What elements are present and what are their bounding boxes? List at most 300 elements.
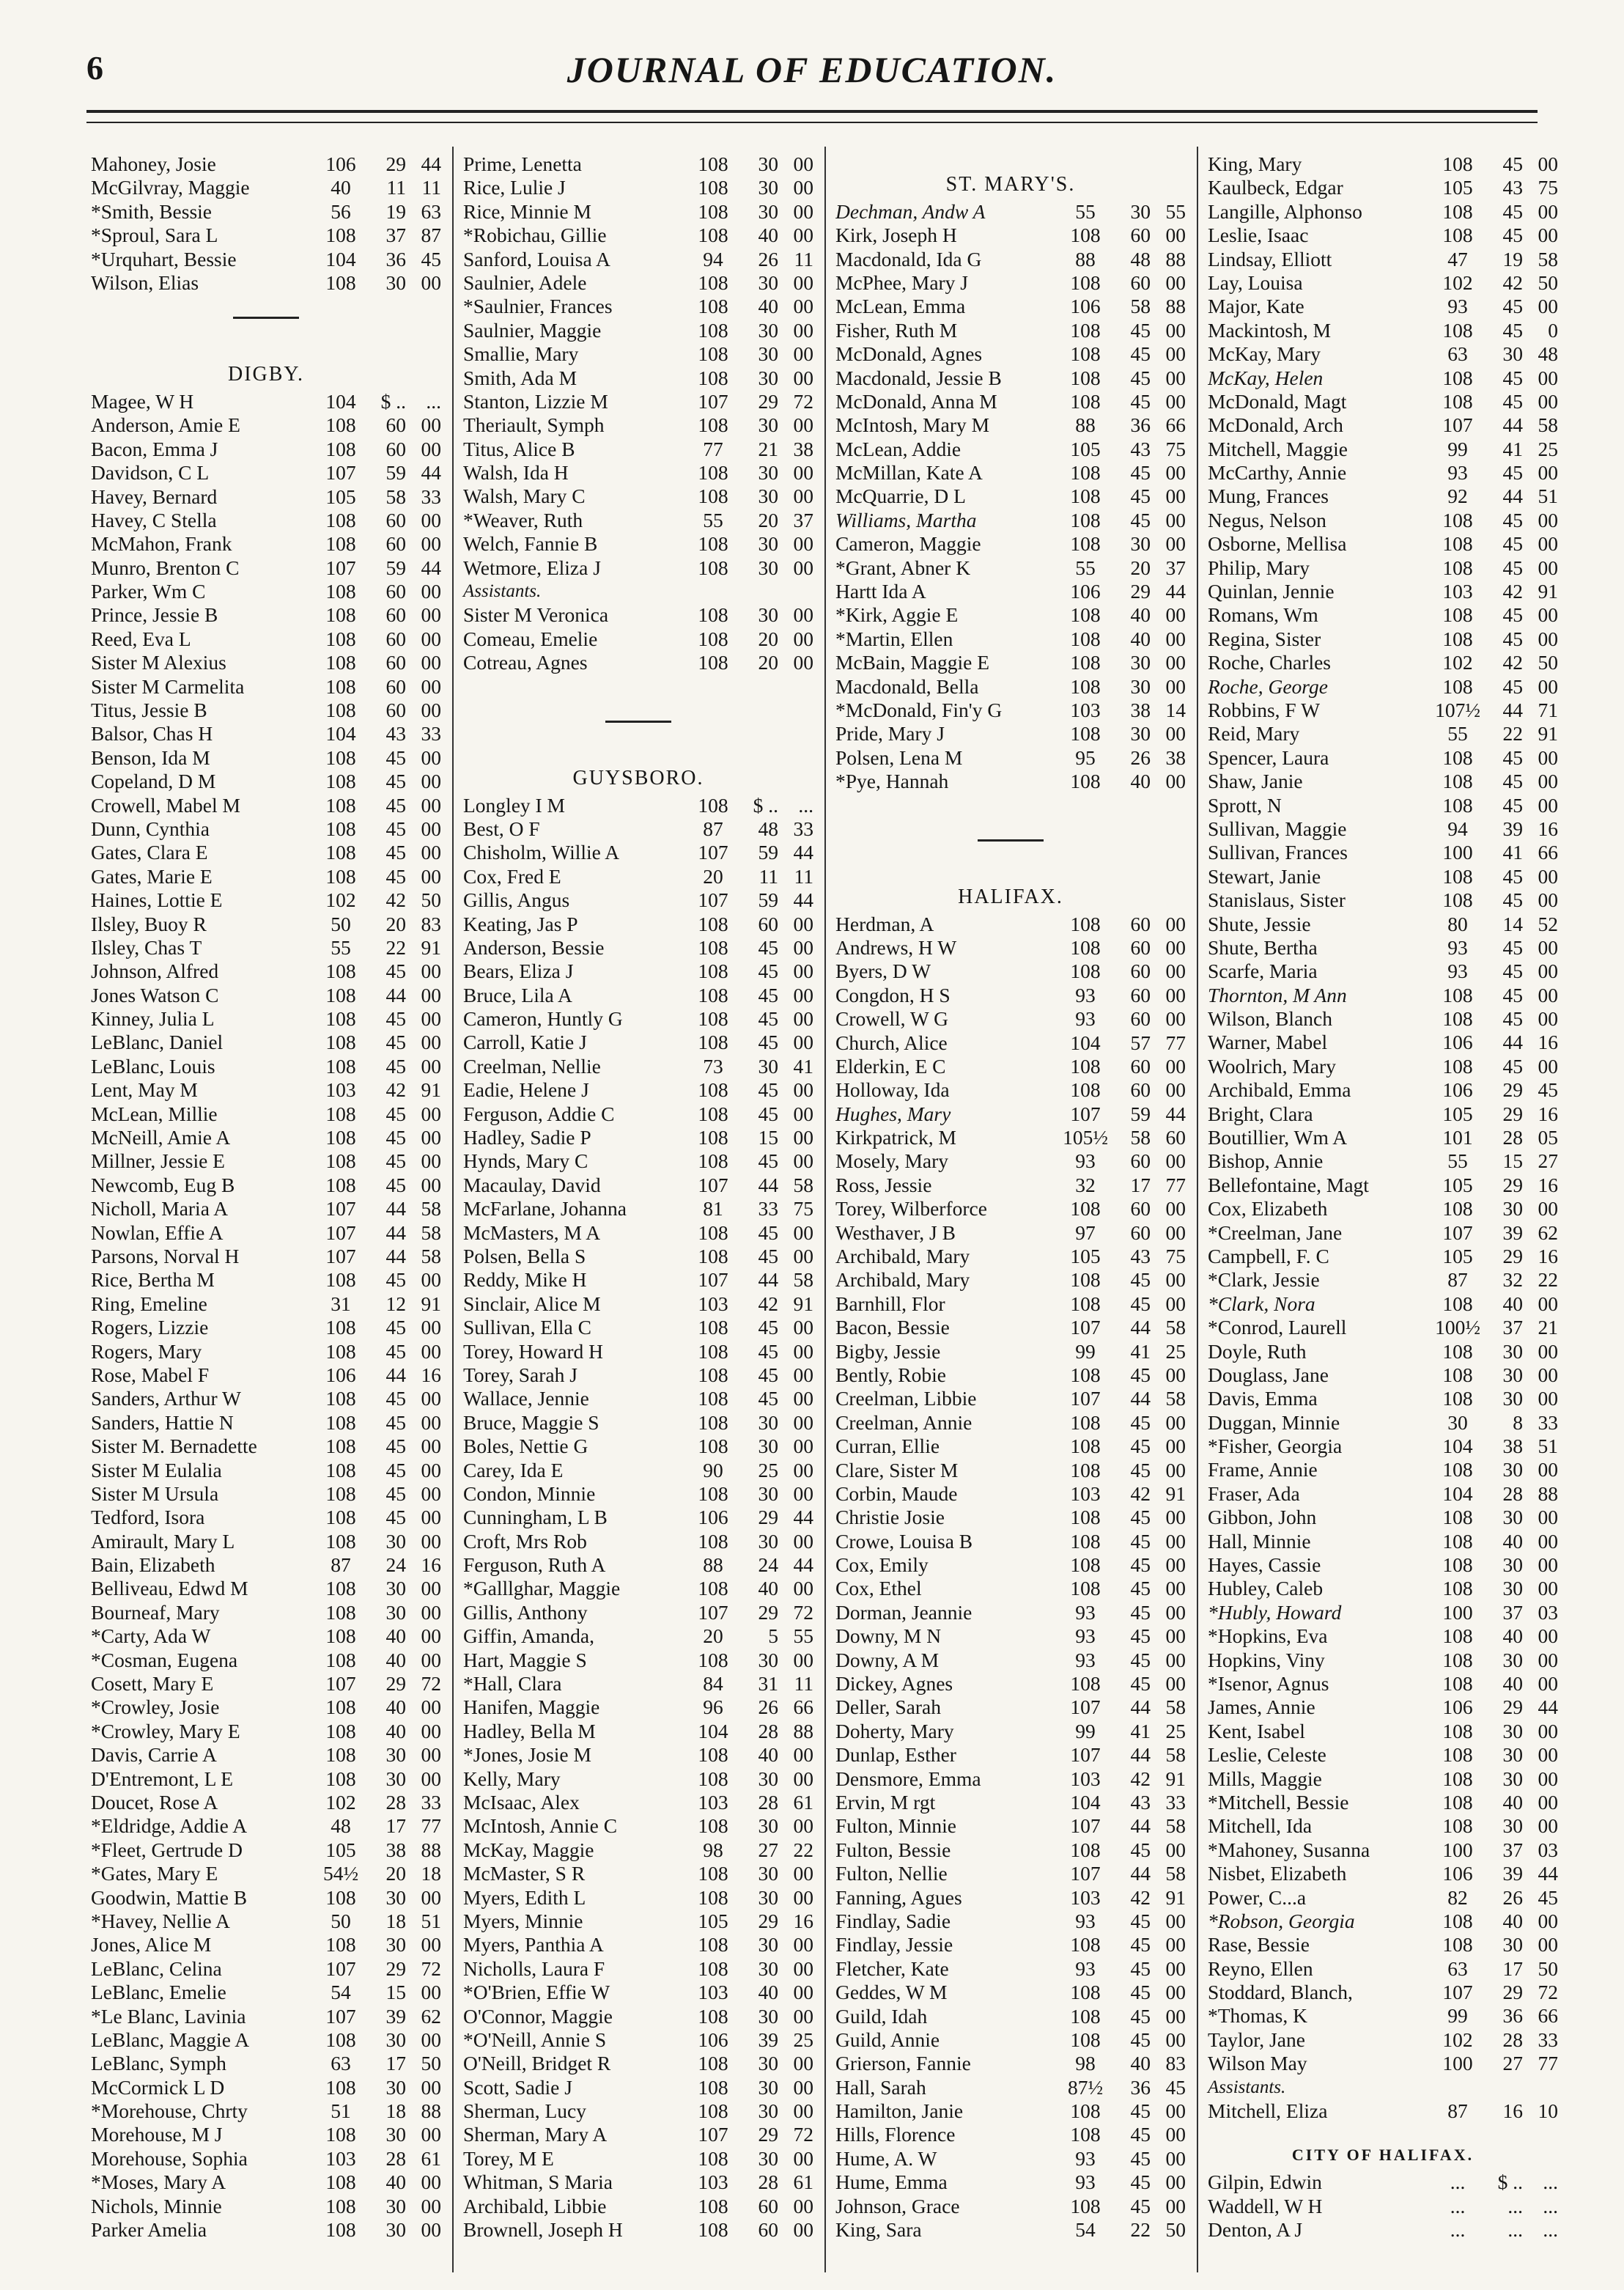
grant-cents: 00 <box>1165 1600 1186 1624</box>
days-taught: 102 <box>1442 270 1473 294</box>
teacher-row <box>91 1387 441 1410</box>
teacher-row <box>91 413 441 437</box>
grant-dollars: 45 <box>758 1221 778 1244</box>
teacher-row <box>1208 509 1558 532</box>
grant-cents: 0 <box>1548 318 1558 342</box>
teacher-name: Mahoney, Josie <box>91 152 216 175</box>
teacher-name: Walsh, Mary C <box>463 485 586 508</box>
days-taught: 108 <box>1442 1458 1473 1481</box>
teacher-row <box>1208 984 1558 1007</box>
days-taught: 108 <box>325 627 356 650</box>
days-taught: 108 <box>325 1529 356 1553</box>
grant-cents: 00 <box>1538 1719 1558 1742</box>
grant-dollars: 44 <box>1130 1696 1151 1719</box>
grant-cents: 00 <box>1165 270 1186 294</box>
teacher-row <box>835 1506 1186 1529</box>
teacher-name: Ervin, M rgt <box>835 1791 936 1814</box>
grant-cents: 00 <box>1165 2171 1186 2194</box>
grant-dollars: 43 <box>1130 1791 1151 1814</box>
teacher-name: Archibald, Emma <box>1208 1078 1351 1102</box>
grant-dollars: 15 <box>758 1126 778 1149</box>
days-taught: 100½ <box>1435 1316 1480 1339</box>
teacher-row <box>835 1221 1186 1245</box>
teacher-name: Grierson, Fannie <box>835 2052 971 2075</box>
days-taught: 108 <box>698 1410 728 1434</box>
grant-cents: 25 <box>1165 1719 1186 1742</box>
teacher-name: LeBlanc, Symph <box>91 2052 226 2075</box>
teacher-name: Power, C...a <box>1208 1885 1307 1909</box>
teacher-row <box>463 367 813 390</box>
grant-dollars: 29 <box>1502 1173 1523 1196</box>
grant-cents: ... <box>426 389 441 413</box>
teacher-name: Macdonald, Ida G <box>835 247 982 270</box>
days-taught: 108 <box>325 1481 356 1505</box>
days-taught: 108 <box>698 627 728 650</box>
teacher-row <box>463 1126 813 1149</box>
teacher-name: Jones Watson C <box>91 983 219 1006</box>
teacher-row <box>1208 1055 1558 1078</box>
grant-dollars: 45 <box>1130 1600 1151 1624</box>
county-heading: DIGBY. <box>227 363 305 386</box>
grant-dollars: 16 <box>1502 2099 1523 2123</box>
teacher-name: Hume, A. W <box>835 2146 937 2170</box>
teacher-name: Williams, Martha <box>835 508 977 531</box>
teacher-name: *Havey, Nellie A <box>91 1909 230 1932</box>
grant-cents: 00 <box>1538 389 1558 413</box>
days-taught: 97 <box>1075 1221 1096 1244</box>
teacher-row <box>463 1031 813 1054</box>
grant-cents: 00 <box>421 770 441 793</box>
teacher-name: Johnson, Grace <box>835 2194 960 2217</box>
teacher-name: Scott, Sadie J <box>463 2075 572 2099</box>
grant-dollars: 39 <box>1502 817 1523 840</box>
days-taught: 32 <box>1075 1173 1096 1196</box>
grant-dollars: 30 <box>1502 1648 1523 1671</box>
grant-cents: 00 <box>421 1577 441 1600</box>
days-taught: 108 <box>325 1458 356 1481</box>
teacher-name: Ring, Emeline <box>91 1292 207 1315</box>
grant-dollars: 45 <box>1502 389 1523 413</box>
days-taught: 63 <box>1447 342 1468 366</box>
teacher-row <box>835 509 1186 532</box>
days-taught: 108 <box>698 1767 728 1790</box>
teacher-row <box>835 556 1186 580</box>
grant-dollars: 45 <box>1130 366 1151 389</box>
teacher-name: Corbin, Maude <box>835 1481 958 1505</box>
grant-dollars: 30 <box>758 2146 778 2170</box>
grant-cents: 58 <box>1538 413 1558 437</box>
teacher-row <box>463 342 813 366</box>
teacher-row <box>463 2028 813 2052</box>
grant-cents: 00 <box>1165 1197 1186 1221</box>
days-taught: 40 <box>331 176 351 199</box>
teacher-name: Hall, Minnie <box>1208 1529 1311 1553</box>
grant-cents: ... <box>1543 2218 1558 2241</box>
teacher-row <box>835 342 1186 366</box>
grant-dollars: 30 <box>758 342 778 366</box>
days-taught: 100 <box>1442 2052 1473 2075</box>
grant-dollars: 45 <box>1130 1529 1151 1553</box>
grant-dollars: 40 <box>1130 770 1151 793</box>
teacher-row <box>91 224 441 247</box>
teacher-row <box>91 438 441 461</box>
days-taught: 108 <box>325 2075 356 2099</box>
grant-cents: 00 <box>421 2123 441 2146</box>
grant-cents: 00 <box>793 1435 813 1458</box>
grant-dollars: 48 <box>1130 247 1151 270</box>
grant-cents: 00 <box>1165 1292 1186 1315</box>
days-taught: 108 <box>325 841 356 864</box>
grant-cents: 14 <box>1165 699 1186 721</box>
grant-dollars: 30 <box>1502 1339 1523 1363</box>
days-taught: 108 <box>1442 627 1473 650</box>
days-taught: 87½ <box>1067 2075 1104 2099</box>
teacher-row <box>91 580 441 603</box>
days-taught: 80 <box>1447 912 1468 935</box>
grant-dollars: 36 <box>385 247 406 270</box>
days-taught: 107 <box>698 1600 728 1624</box>
days-taught: 99 <box>1075 1339 1096 1363</box>
grant-cents: 00 <box>1538 935 1558 959</box>
grant-dollars: 45 <box>385 1126 406 1149</box>
grant-cents: 41 <box>793 1054 813 1078</box>
grant-cents: 00 <box>421 674 441 698</box>
teacher-row <box>835 1316 1186 1339</box>
grant-dollars: 37 <box>1502 1838 1523 1861</box>
grant-cents: 91 <box>1165 1481 1186 1505</box>
teacher-name: *Cosman, Eugena <box>91 1648 238 1671</box>
grant-cents: 55 <box>793 1624 813 1648</box>
grant-cents: 75 <box>1165 437 1186 460</box>
days-taught: 108 <box>1070 2004 1101 2028</box>
grant-dollars: 60 <box>385 532 406 556</box>
grant-cents: 33 <box>421 1790 441 1814</box>
days-taught: 93 <box>1075 1909 1096 1932</box>
grant-dollars: 40 <box>1502 1672 1523 1695</box>
days-taught: 92 <box>1447 485 1468 508</box>
grant-cents: 58 <box>1165 1743 1186 1767</box>
teacher-row <box>1208 651 1558 674</box>
days-taught: 108 <box>325 2194 356 2217</box>
grant-dollars: ... <box>1507 2218 1523 2241</box>
teacher-name: Condon, Minnie <box>463 1481 596 1505</box>
grant-dollars: 45 <box>1130 318 1151 342</box>
teacher-row <box>91 675 441 699</box>
grant-dollars: 45 <box>1502 152 1523 175</box>
grant-cents: 00 <box>1165 1363 1186 1386</box>
teacher-row <box>463 1292 813 1316</box>
grant-dollars: 45 <box>758 983 778 1006</box>
teacher-name: *Robson, Georgia <box>1208 1909 1355 1932</box>
days-taught: 108 <box>1442 1197 1473 1221</box>
grant-dollars: 30 <box>385 1767 406 1790</box>
days-taught: 108 <box>325 1885 356 1909</box>
grant-cents: 44 <box>421 461 441 485</box>
days-taught: 104 <box>325 247 356 270</box>
teacher-name: Creelman, Nellie <box>463 1054 601 1078</box>
grant-dollars: 30 <box>385 2028 406 2051</box>
teacher-name: Gillis, Anthony <box>463 1600 588 1624</box>
days-taught: 104 <box>698 1719 728 1742</box>
days-taught: 103 <box>698 1790 728 1814</box>
days-taught: 98 <box>703 1838 723 1861</box>
grant-dollars: 45 <box>758 1363 778 1386</box>
grant-dollars: 45 <box>758 1102 778 1125</box>
grant-cents: 45 <box>1165 2075 1186 2099</box>
grant-cents: 51 <box>1538 485 1558 508</box>
days-taught: 108 <box>698 1481 728 1505</box>
teacher-name: Myers, Edith L <box>463 1885 586 1909</box>
teacher-row <box>1208 1292 1558 1316</box>
grant-dollars: 60 <box>385 627 406 650</box>
teacher-row <box>835 1933 1186 1956</box>
teacher-name: Roche, Charles <box>1208 651 1332 674</box>
teacher-name: LeBlanc, Daniel <box>91 1031 224 1054</box>
teacher-name: Rogers, Lizzie <box>91 1316 209 1339</box>
grant-cents: 00 <box>421 699 441 722</box>
grant-dollars: 30 <box>385 2075 406 2099</box>
grant-dollars: $ .. <box>380 389 406 413</box>
grant-cents: 25 <box>793 2028 813 2051</box>
teacher-row <box>91 1268 441 1292</box>
days-taught: 108 <box>1070 1933 1101 1956</box>
grant-cents: 58 <box>421 1245 441 1267</box>
grant-dollars: 45 <box>385 1007 406 1031</box>
grant-dollars: 45 <box>385 1435 406 1458</box>
days-taught: 105 <box>1442 176 1473 199</box>
days-taught: 20 <box>703 1624 723 1648</box>
teacher-name: Campbell, F. C <box>1208 1244 1329 1267</box>
teacher-name: Eadie, Helene J <box>463 1078 589 1102</box>
teacher-row <box>463 2195 813 2218</box>
teacher-name: Ilsley, Chas T <box>91 935 202 959</box>
grant-dollars: 11 <box>759 864 778 888</box>
teacher-row <box>1208 1696 1558 1719</box>
grant-cents: 00 <box>1165 1435 1186 1458</box>
teacher-row <box>835 2147 1186 2171</box>
grant-dollars: 45 <box>1502 770 1523 793</box>
days-taught: 108 <box>698 1885 728 1909</box>
days-taught: 108 <box>1442 1387 1473 1410</box>
grant-cents: 00 <box>793 1410 813 1434</box>
days-taught: 103 <box>325 2146 356 2170</box>
grant-dollars: 40 <box>1502 1292 1523 1315</box>
teacher-row <box>835 1149 1186 1173</box>
days-taught: 106 <box>1442 1078 1473 1102</box>
grant-cents: 00 <box>793 2194 813 2217</box>
grant-cents: 00 <box>1538 152 1558 175</box>
grant-dollars: 40 <box>758 1577 778 1600</box>
teacher-row <box>463 960 813 983</box>
grant-cents: 18 <box>421 1862 441 1885</box>
grant-cents: 37 <box>1165 556 1186 579</box>
grant-dollars: 30 <box>1502 1814 1523 1838</box>
days-taught: 108 <box>1070 532 1101 556</box>
days-taught: 93 <box>1075 1007 1096 1031</box>
days-taught: 108 <box>1070 1197 1101 1221</box>
days-taught: 108 <box>698 342 728 366</box>
teacher-name: Cox, Fred E <box>463 864 561 888</box>
teacher-name: Hubley, Caleb <box>1208 1577 1324 1600</box>
grant-cents: 00 <box>421 2194 441 2217</box>
teacher-name: McKay, Mary <box>1208 342 1321 366</box>
grant-cents: 00 <box>421 1743 441 1767</box>
grant-dollars: 43 <box>1130 437 1151 460</box>
grant-dollars: 59 <box>385 461 406 485</box>
grant-dollars: 44 <box>1502 413 1523 437</box>
grant-dollars: 57 <box>1130 1031 1151 1054</box>
teacher-name: McMasters, M A <box>463 1221 601 1244</box>
teacher-row <box>1208 271 1558 295</box>
teacher-name: Cameron, Maggie <box>835 532 981 556</box>
grant-cents: 00 <box>793 176 813 199</box>
grant-cents: 48 <box>1538 342 1558 366</box>
teacher-row <box>463 1743 813 1767</box>
grant-dollars: 42 <box>1502 270 1523 294</box>
grant-cents: 00 <box>421 1933 441 1956</box>
teacher-row <box>91 1340 441 1363</box>
teacher-row <box>1208 413 1558 437</box>
grant-cents: 00 <box>1165 508 1186 531</box>
teacher-name: Nichols, Minnie <box>91 2194 222 2217</box>
teacher-name: Reed, Eva L <box>91 627 191 650</box>
days-taught: 56 <box>331 199 351 223</box>
grant-dollars: 30 <box>1130 722 1151 745</box>
teacher-name: Lay, Louisa <box>1208 270 1303 294</box>
teacher-name: Deller, Sarah <box>835 1696 941 1719</box>
teacher-row <box>1208 770 1558 793</box>
teacher-name: McLean, Millie <box>91 1102 218 1125</box>
grant-cents: 00 <box>421 960 441 983</box>
grant-dollars: 37 <box>1502 1316 1523 1339</box>
teacher-name: Carey, Ida E <box>463 1458 564 1481</box>
teacher-name: McLean, Addie <box>835 437 962 460</box>
teacher-row <box>835 438 1186 461</box>
teacher-row <box>463 1672 813 1696</box>
grant-dollars: 45 <box>1130 2004 1151 2028</box>
grant-cents: 44 <box>1165 1102 1186 1125</box>
teacher-row <box>91 865 441 888</box>
days-taught: 106 <box>698 2028 728 2051</box>
days-taught: 106 <box>1442 1862 1473 1885</box>
teacher-row <box>1208 722 1558 745</box>
teacher-name: Davis, Emma <box>1208 1387 1318 1410</box>
teacher-name: Hanifen, Maggie <box>463 1696 600 1719</box>
teacher-name: Downy, M N <box>835 1624 942 1648</box>
grant-cents: 00 <box>793 1245 813 1267</box>
teacher-row <box>91 1363 441 1387</box>
grant-cents: 72 <box>793 1600 813 1624</box>
days-taught: 107 <box>1070 1862 1101 1885</box>
grant-dollars: 31 <box>758 1672 778 1696</box>
days-taught: 108 <box>1442 318 1473 342</box>
grant-dollars: 59 <box>385 556 406 579</box>
grant-dollars: 45 <box>758 960 778 983</box>
days-taught: 107 <box>325 461 356 485</box>
teacher-name: Copeland, D M <box>91 770 216 793</box>
grant-cents: 00 <box>1165 1956 1186 1980</box>
grant-dollars: 45 <box>1502 864 1523 888</box>
grant-cents: 00 <box>1165 2123 1186 2146</box>
teacher-name: Nisbet, Elizabeth <box>1208 1862 1347 1885</box>
grant-cents: 00 <box>1165 912 1186 935</box>
teacher-name: Gilpin, Edwin <box>1208 2171 1322 2194</box>
days-taught: 108 <box>698 2004 728 2028</box>
teacher-name: Sherman, Mary A <box>463 2123 608 2146</box>
grant-dollars: 45 <box>1130 508 1151 531</box>
grant-cents: 00 <box>793 2099 813 2123</box>
grant-dollars: 30 <box>758 2052 778 2075</box>
grant-cents: 00 <box>1538 888 1558 912</box>
grant-cents: 88 <box>421 2099 441 2123</box>
teacher-row <box>835 580 1186 603</box>
teacher-name: *Thomas, K <box>1208 2004 1307 2028</box>
teacher-name: Crowell, Mabel M <box>91 793 240 817</box>
grant-dollars: 45 <box>1502 793 1523 817</box>
grant-cents: 00 <box>1538 770 1558 793</box>
grant-cents: 44 <box>1538 1862 1558 1885</box>
page-number: 6 <box>86 49 103 86</box>
grant-cents: 00 <box>1165 1268 1186 1292</box>
days-taught: 93 <box>1075 1956 1096 1980</box>
grant-dollars: 30 <box>1502 1553 1523 1577</box>
days-taught: ... <box>1450 2218 1466 2241</box>
grant-cents: 72 <box>421 1956 441 1980</box>
teacher-row <box>463 1007 813 1031</box>
grant-dollars: 37 <box>1502 1600 1523 1624</box>
grant-cents: 00 <box>1538 508 1558 531</box>
teacher-name: Clare, Sister M <box>835 1458 959 1481</box>
grant-dollars: 45 <box>1130 342 1151 366</box>
grant-cents: 11 <box>794 864 813 888</box>
teacher-name: Nicholl, Maria A <box>91 1197 229 1221</box>
grant-dollars: 45 <box>1502 199 1523 223</box>
teacher-name: Geddes, W M <box>835 1981 948 2004</box>
grant-dollars: 44 <box>385 1197 406 1221</box>
days-taught: 106 <box>1442 1696 1473 1719</box>
grant-dollars: 40 <box>1130 2052 1151 2075</box>
days-taught: 105 <box>698 1909 728 1932</box>
grant-dollars: 27 <box>758 1838 778 1861</box>
grant-dollars: 60 <box>1130 960 1151 983</box>
days-taught: 108 <box>325 1600 356 1624</box>
teacher-row <box>91 699 441 722</box>
teacher-name: *Eldridge, Addie A <box>91 1814 248 1838</box>
grant-cents: 00 <box>1165 1529 1186 1553</box>
grant-cents: 51 <box>421 1909 441 1932</box>
grant-cents: 91 <box>421 1078 441 1102</box>
days-taught: 105 <box>325 1838 356 1861</box>
teacher-name: Shute, Bertha <box>1208 935 1318 959</box>
days-taught: 82 <box>1447 1885 1468 1909</box>
teacher-row <box>463 1838 813 1862</box>
grant-cents: 00 <box>421 1149 441 1173</box>
county-heading: ST. MARY'S. <box>945 173 1076 196</box>
teacher-name: Taylor, Jane <box>1208 2028 1305 2051</box>
grant-dollars: 45 <box>385 1481 406 1505</box>
teacher-row <box>835 1459 1186 1482</box>
days-taught: 108 <box>1442 864 1473 888</box>
grant-cents: 00 <box>1165 960 1186 983</box>
teacher-row <box>1208 699 1558 722</box>
days-taught: 102 <box>325 1790 356 1814</box>
days-taught: 63 <box>1447 1956 1468 1980</box>
grant-dollars: 18 <box>385 1909 406 1932</box>
grant-cents: 44 <box>1538 1696 1558 1719</box>
teacher-row <box>91 888 441 912</box>
grant-dollars: 40 <box>385 1696 406 1719</box>
days-taught: 108 <box>1442 1363 1473 1386</box>
